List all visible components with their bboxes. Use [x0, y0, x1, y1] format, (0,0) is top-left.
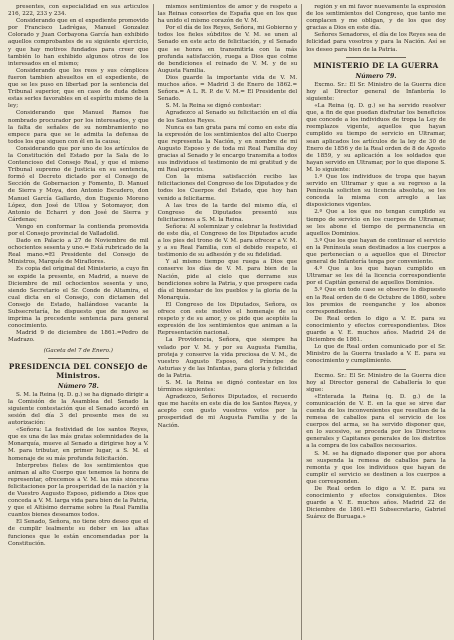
paragraph: De Real orden lo digo a V. E. para su conocimiento y efectos correspondientes. Dios guarde a V. E. muchos años. Madrid 24 de Diciembre de 1861. [306, 315, 446, 344]
paragraph: «Señora: La festividad de los santos Reyes, que es una de las más gratas solemnidades de la Monarquía, mueve al Senado a dirigirse hoy a V. M. para tributar, en primer lugar, a S. M. el homenaje de su más profunda felicitación. [8, 427, 149, 462]
paragraph: Con la misma satisfacción recibo las felicitaciones del Congreso de los Diputados y de todos los Cuerpos del Estado, que hoy han venido a felicitarme. [157, 174, 298, 202]
paragraph: Señores Senadores, el día de los Reyes sea de felicidad para vosotros y para la Nación. Así se los deseo para bien de la Patria. [306, 32, 446, 53]
divider [346, 57, 406, 58]
paragraph: 2.º Que a los que no tengan cumplido su tiempo de servicio en los cuerpos de Ultramar, se les abone el tiempo de permanencia en aquellos Dominios. [306, 209, 446, 237]
paragraph: «Enterada la Reina (q. D. g.) de la comunicación de V. E. en la que se sirve dar cuenta de los inconvenientes que resultan de la remesa de caballos para el servicio de los cuerpos del arma, se ha servido disponer que, en lo sucesivo, se proceda por los Directores generales y Capitanes generales de los distritos a la compra de los caballos necesarios. [306, 393, 446, 450]
paragraph: La Providencia, Señora, que siempre ha velado por V. M. y por su Augusta Familia, proteja y conserve la vida preciosa de V. M., de vuestro Augusto Esposo, del Príncipe de Asturias y de las Infantas, para gloria y felicidad de la Patria. [157, 337, 298, 379]
paragraph: Dado en Palacio a 27 de Noviembre de mil ochocientos sesenta y uno.= Está rubricado de la Real mano.=El Presidente del Consejo de Ministros, Marqués de Miraflores. [8, 238, 149, 266]
column-left [4, 4, 153, 640]
gazette-caption: (Gaceta del 7 de Enero.) [43, 347, 113, 354]
section-heading: MINISTERIO DE LA GUERRA [313, 60, 439, 70]
paragraph: Interpretes fieles de los sentimientos que animan al alto Cuerpo que tenemos la honra de representar, ofrecemos a V. M. las más sinceras felicitaciones por la prosperidad de la nación y la de Vuestro Augusto Esposo, pidiendo a Dios que conceda a V. M. larga vida para bien de la Patria, y que el Altísimo derrame sobre la Real Familia cuantos bienes deseamos todos. [8, 462, 149, 519]
paragraph: Considerando que en el expediente promovido por Francisco Ladrégas, Manuel Gonzalez Colorado y Juan Corbayona García han exhibido aquellos comprobantes de su siguiente ejercicio, y que hay motivos fundados para creer que también lo han exhibido algunos otros de los interesados en el mismo; [8, 18, 149, 67]
paragraph: Dios guarde la importante vida de V. M. muchos años. = Madrid 3 de Enero de 1862.= Señora.= A L. R. P. de V. M.= El Presidente del Senado. [157, 74, 298, 103]
paragraph: S. M. se ha dignado disponer que por ahora se suspenda la remesa de caballos para la remonta y que los individuos que hayan de cumplir el servicio se destinen a los cuerpos a que corresponden. [306, 450, 446, 485]
paragraph: Señora: Al solemnizar y celebrar la festividad de este día, el Congreso de los Diputados acude a los pies del trono de V. M. para ofrecer a V. M. y a su Real Familia, con el debido respeto, el testimonio de su adhesión y de su fidelidad. [157, 223, 298, 259]
paragraph: Agradezco, Señores Diputados, el recuerdo que me hacéis en este día de los Santos Reyes, y acepto con gusto vuestros votos por la prosperidad de mi Augusta Familia y de la Nación. [157, 394, 298, 429]
section-number: Número 79. [355, 72, 397, 80]
divider [346, 369, 406, 370]
paragraph: Considerando que Manuel Ramos fue nombrado procurador por los interesados, y que la falta de señales de su nombramiento no empece para que se le admita la defensa de todos los que siguen con él en la causa; [8, 110, 149, 145]
section-heading: PRESIDENCIA DEL CONSEJO de Ministros. [8, 361, 148, 380]
paragraph: Por el día de los Reyes, Señora, mi Gobierno y todos los fieles súbditos de V. M. se unen al Senado en este acto de felicitación, y el Senado que se honra en transmitirla con la más profunda satisfacción, ruega a Dios que colme de bendiciones el reinado de V. M. y de su Augusta Familia. [157, 25, 298, 74]
paragraph: Agradezco al Senado su felicitación en el día de los Santos Reyes. [157, 110, 298, 124]
column-right [301, 4, 450, 640]
paragraph: 1.º Que los individuos de tropa que hayan servido en Ultramar y que a su regreso a la Península soliciten su licencia absoluta, se les conceda la misma con arreglo a las disposiciones vigentes. [306, 173, 446, 209]
paragraph: Vengo en conformar la contienda promovida por el Consejo provincial de Valladolid. [8, 223, 149, 237]
paragraph: Excmo. Sr.: El Sr. Ministro de la Guerra dice hoy al Director general de Caballería lo que sigue: [306, 372, 446, 393]
paragraph: Excmo. Sr.: El Sr. Ministro de la Guerra dice hoy al Director general de Infantería lo siguiente: [306, 81, 446, 102]
paragraph: S. M. la Reina (q. D. g.) se ha dignado dirigir a la Comisión de la Asamblea del Senado la siguiente contestación que el Senado acordó en sesión del día 3 del presente mes de su autorización: [8, 391, 149, 427]
paragraph: El Congreso de los Diputados, Señora, os ofrece con este motivo el homenaje de su respeto y de su amor, y os pide que aceptéis la expresión de los sentimientos que animan a la Representación nacional. [157, 301, 298, 337]
paragraph: región y en mi favor nuevamente la expresión de los sentimientos del Congreso, que tanto me complacen y me obligan, y de los que doy gracias a Dios en este día. [306, 4, 446, 32]
paragraph: mismos sentimientos de amor y de respeto a las Reinas consortes de España que en los que ha unido el mismo corazón de V. M. [157, 4, 298, 25]
paragraph: Considerando que por uno de los artículos de la Constitución del Estado por la Sala de lo Contencioso del Consejo Real, y que el mismo Tribunal supremo de Justicia en su sentencia, formó el Decreto dictado por el Consejo de Sección de Gobernacion y Fomento, D. Manuel de Sierra y Moya, don Antonio Escudero, don Manuel García Gallardo, don Eugenio Moreno López, don José de Ulloa y Sotomayor, don Antonio de Echarri y don José de Sierra y Cárdenas; [8, 145, 149, 223]
paragraph: Nunca es tan grata para mí como en este día la expresión de los sentimientos del alto Cuerpo que representa la Nación, y en nombre de mi Augusto Esposo y de toda mi Real Familia doy gracias al Senado y le encargo transmita a todos sus individuos el testimonio de mi gratitud y de mi Real aprecio. [157, 124, 298, 174]
divider [48, 358, 109, 359]
paragraph: Madrid 9 de diciembre de 1861.=Pedro de Madrazo. [8, 330, 149, 344]
paragraph: 3.º Que los que hayan de continuar el servicio en la Península sean destinados a los cuerpos a que pertenecían o a aquellos que el Director general de Infantería tenga por conveniente. [306, 237, 446, 266]
column-middle [153, 4, 302, 640]
paragraph: De Real orden lo digo a V. E. para su conocimiento y efectos consiguientes. Dios guarde a V. E. muchos años. Madrid 22 de Diciembre de 1861.=El Subsecretario, Gabriel Suárez de Buruaga.» [306, 486, 446, 521]
section-number: Número 78. [57, 382, 99, 390]
paragraph: Y al mismo tiempo que ruega a Dios que conserve los días de V. M. para bien de la Nación, pide al cielo que derrame sus bendiciones sobre la Patria, y que prospere cada día el bienestar de los pueblos y la gloria de la Monarquía. [157, 259, 298, 301]
reply-intro: S. M. la Reina se dignó contestar: [165, 103, 262, 110]
paragraph: El Senado, Señora, no tiene otro deseo que el de cumplir lealmente su deber en las altas funciones que le están encomendadas por la Constitución. [8, 519, 149, 547]
paragraph: S. M. la Reina se dignó contestar en los términos siguientes: [157, 379, 298, 394]
paragraph: 5.º Que en todo caso se observe lo dispuesto en la Real orden de 6 de Octubre de 1860, sobre los premios de reenganche y los abonos correspondientes. [306, 287, 446, 315]
paragraph: Lo que de Real orden comunicado por el Sr. Ministro de la Guerra traslado a V. E. para su conocimiento y cumplimiento. [306, 344, 446, 365]
paragraph: «La Reina (q. D. g.) se ha servido resolver que, a fin de que puedan disfrutar los beneficios que concede a los individuos de tropa la Ley de reemplazos vigente, aquellos que hayan cumplido su tiempo de servicio en Ultramar, sean aplicados los artículos de la ley de 30 de Enero de 1856 y de la Real orden de 8 de Agosto de 1859, y su aplicación a los soldados que hayan servido en Ultramar, por lo que dispone S. M. lo siguiente: [306, 103, 446, 173]
paragraph: 4.º Que a los que hayan cumplido en Ultramar se les dé la licencia correspondiente por el Capitán general de aquellos Dominios. [306, 266, 446, 287]
paragraph: Considerando que los reos y sus cómplices fueron tambien absueltos en el expediente, de que se les puso en libertad por la sentencia del Tribunal superior, que en caso de duda deben estas serles favorables en el espíritu mismo de la ley; [8, 67, 149, 110]
paragraph: presentes, con especialidad en sus artículos 216, 222, 233 y 234. [8, 4, 149, 18]
paragraph: Es copia del original del Ministerio, a cuyo fin se expide la presente, en Madrid, a nueve de Diciembre de mil ochocientos sesenta y uno, siendo Secretario el Sr. Conde de Altamira, el cual dicta en el Consejo, con dictamen del Consejo de Estado, hallándose vacante la Subsecretaría, he dispuesto que de nuevo se imprima la precedente sentencia para general conocimiento. [8, 266, 149, 330]
paragraph: A las tres de la tarde del mismo día, el Congreso de Diputados presentó sus felicitaciones a S. M. la Reina. [157, 202, 298, 223]
